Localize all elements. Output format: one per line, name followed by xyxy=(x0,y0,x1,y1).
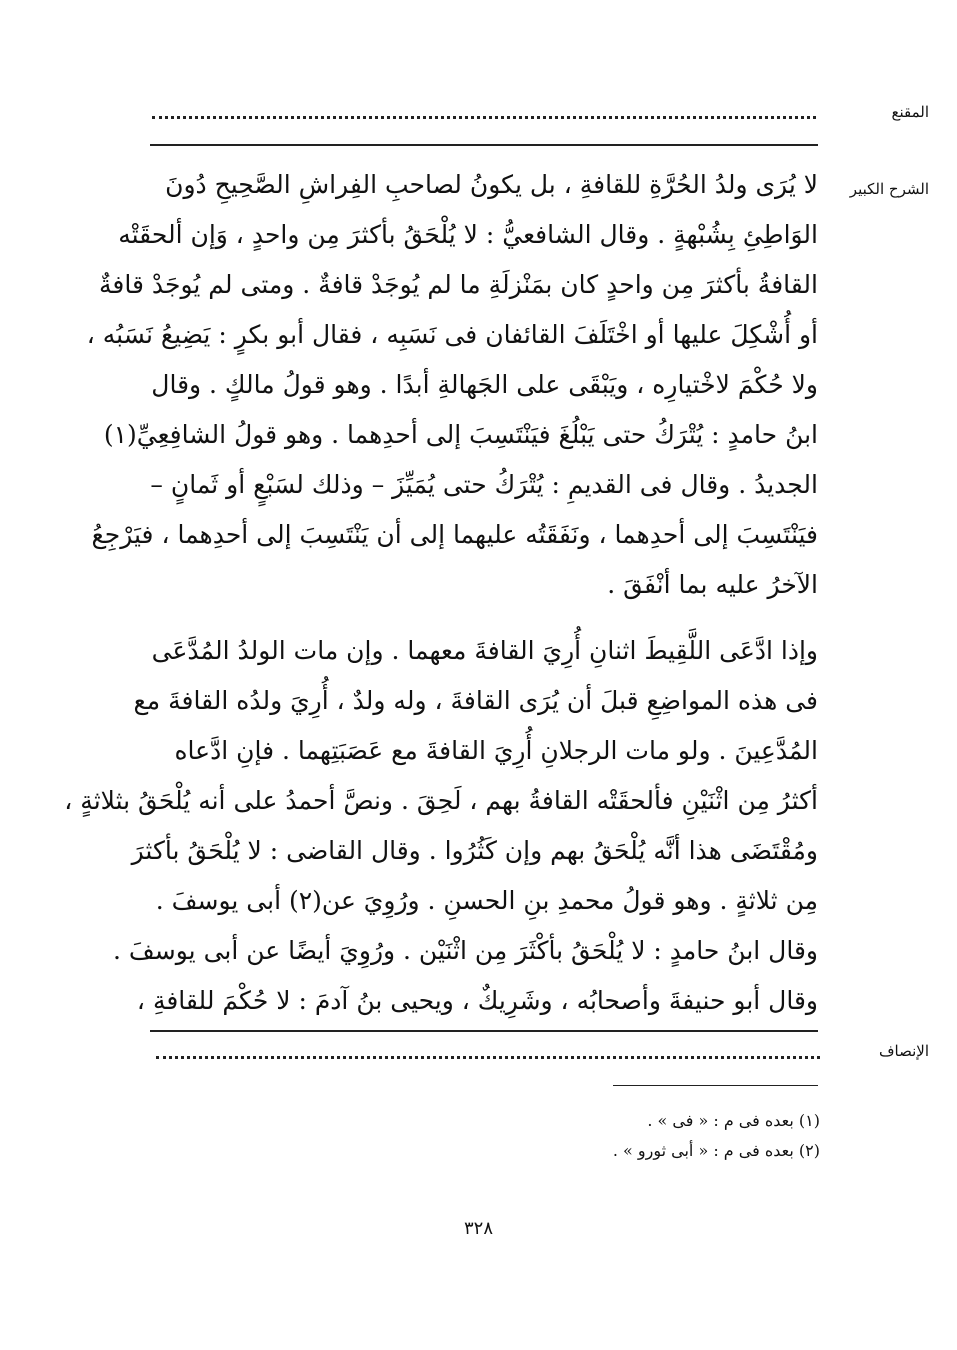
page-number: ٣٢٨ xyxy=(463,1218,493,1239)
text-line: ومُقْتَضَى هذا أنَّه يُلْحَقُ بهم وإن كَثُرُوا . وقال القاضى : لا يُلْحَقُ بأكثرَ xyxy=(131,836,818,865)
insaf-dotted-divider xyxy=(156,1056,820,1059)
footnotes xyxy=(300,1106,820,1166)
header-dotted-divider xyxy=(152,116,816,119)
text-line: وقال ابنُ حامدٍ : لا يُلْحَقُ بأكْثَرَ مِن اثْنَيْن . ورُوِيَ أيضًا عن أبى يوسفَ . xyxy=(113,936,818,965)
footnote-rule xyxy=(613,1085,818,1086)
main-text xyxy=(86,160,818,610)
book-title-label: المقنع xyxy=(891,103,929,121)
text-line: مِن ثلاثةٍ . وهو قولُ محمدِ بنِ الحسنِ . ورُوِيَ عن(٢) أبى يوسفَ . xyxy=(155,886,818,915)
text-line: الجديدُ . وقال فى القديمِ : يُتْرَكُ حتى يُمَيِّزَ – وذلك لسَبْعٍ أو ثَمانٍ – xyxy=(150,470,818,499)
text-line: فى هذه المواضِعِ قبلَ أن يُرَى القافةَ ، وله ولدٌ ، أُرِيَ ولدُه القافةَ مع xyxy=(133,686,818,715)
text-line: المُدَّعِينَ . ولو مات الرجلانِ أُرِيَ القافةَ مع عَصَبَتِهما . فإنِ ادَّعاه xyxy=(174,736,818,765)
header-rule xyxy=(150,144,818,146)
insaf-rule xyxy=(150,1030,818,1032)
text-line: القافةُ بأكثرَ مِن واحدٍ كان بمَنْزلَةِ ما لم يُوجَدْ قافةٌ . ومتى لم يُوجَدْ قافةٌ xyxy=(99,270,818,299)
insaf-label: الإنصاف xyxy=(878,1042,929,1060)
text-line: فيَنْتَسِبَ إلى أحدِهما ، ونَفَقَتُه عليهما إلى أن يَنْتَسِبَ إلى أحدِهما ، فيَرْجِعُ xyxy=(91,520,818,549)
sharh-label: الشرح الكبير xyxy=(849,180,929,198)
text-line: الآخرُ عليه بما أنْفَقَ . xyxy=(607,570,818,599)
footnote-1: (١) بعده فى م : « فى » . xyxy=(647,1111,820,1130)
text-line: الوَاطِئِ بِشُبْهةٍ . وقال الشافعيُّ : لا يُلْحَقُ بأكثرَ مِن واحدٍ ، وَإن ألحقَتْه xyxy=(118,220,818,249)
text-line: أو أُشْكِلَ عليها أو اخْتَلَفَ القائفان فى نَسَبِه ، فقال أبو بكرٍ : يَضِيعُ نَسَبُه ، xyxy=(86,320,818,349)
text-line: وقال أبو حنيفةَ وأصحابُه ، وشَرِيكٌ ، ويحيى بنُ آدمَ : لا حُكْمَ للقافةِ ، xyxy=(136,986,818,1015)
text-line: ابنُ حامدٍ : يُتْرَكُ حتى يَبْلُغَ فيَنْتَسِبَ إلى أحدِهما . وهو قولُ الشافِعِيِّ(١) xyxy=(103,420,818,449)
text-line: وإذا ادَّعَى اللَّقِيطَ اثنانِ أُرِيَ القافةَ معهما . وإن مات الولدُ المُدَّعَى xyxy=(151,636,818,665)
text-line: ولا حُكْمَ لاخْتيارِه ، ويَبْقَى على الجَهالةِ أبدًا . وهو قولُ مالكٍ . وقال xyxy=(151,370,818,399)
text-line: أكثرُ مِن اثْنَيْنِ فألحقَتْه القافةُ بهم ، لَحِقَ . ونصَّ أحمدُ على أنه يُلْحَقُ بثلاثةٍ ، xyxy=(64,786,818,815)
main-text-paragraph-2 xyxy=(64,626,818,1026)
footnote-2: (٢) بعده فى م : « أبى ثورو » . xyxy=(612,1141,820,1160)
text-line: لا يُرَى ولدُ الحُرَّةِ للقافةِ ، بل يكونُ لصاحبِ الفِراشِ الصَّحِيحِ دُونَ xyxy=(165,170,818,199)
